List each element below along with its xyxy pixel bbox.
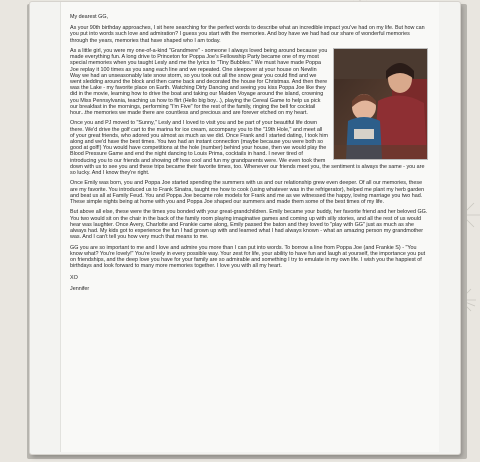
letter-body bbox=[70, 14, 428, 452]
letter-paragraph: GG you are so important to me and I love and admire you more than I can put into words. To borrow a line from Poppa Joe (and Frankie S) - "You know what? You're lovely!" You're lovely in every possible way. Your zest for life, your ability to have fun and laugh at yourself, the importance you put on friendships, and the deep love you have for your family are so admirable and something I try to emulate in my own life. I wish you the happiest of birthdays and look forward to many more memories together. I love you with all my heart. bbox=[70, 244, 426, 270]
letter-paragraph: Once you and PJ moved to "Sunny," Lesly and I loved to visit you and be part of your beautiful life down there. We'd drive the golf cart to the marina for ice cream, accompany you to the "19th Hole," and meet all of your great friends, who adored you almost as much as we did. Once Frank and I started dating, I took him along and we'd have the best times. You two had an instant connection (maybe because you were both so good at golf!) You would have competitions at the hole (number) behind your house, then we would play the Blood Pressure Game and end the night dancing to Louis Prima, cocktails in hand. I never tired of introducing you to our friends and showing off how cool and fun my grandparents were. We even took them down with us to see you and these trips became their favorite times, too. Whenever our friends meet you, the sentiment is always the same - you are so lucky. And I know they're right. bbox=[70, 120, 425, 177]
letter-signature: Jennifer bbox=[70, 285, 90, 292]
letter-paragraph: As your 90th birthday approaches, I sit here searching for the perfect words to describe what an incredible impact you've had on my life. But how can you put into words such love and admiration? I guess you start with the memories. And boy have we had had our share of wonderful memories through the years, memories that have shaped who I am today. bbox=[70, 25, 425, 44]
family-photo-icon bbox=[334, 49, 427, 159]
family-photo bbox=[333, 48, 428, 160]
letter-paragraph: As a little girl, you were my one-of-a-kind "Grandmere" - someone I always loved being around because you made everything fun. A long drive to Princeton for Poppa Joe's Fellowship Party became one of my most special memories when you taught Lesly and me the lyrics to "Tiny Bubbles." We must have made Poppa Joe replay it 100 times as you sang each line and we repeated. One sleepover at your house on Newlin Way we had an unseasonably late snow storm, so you took out all the snow gear you could find and we went sledding around the block and then came back and decorated the house for Christmas. And then there was the Lake - my favorite place on Earth. Watching Dirty Dancing and seeing you kiss Poppa Joe like they did in the movie, learning how to drive the boat and taking our Maiden Voyage around the island, crowning you Miss Pennsylvania, teaching us how to flirt (Hello big boy...), playing the Cereal Game to help us pick our breakfast in the mornings, performing "I'm Five" for the rest of the family, ringing the bell for cocktail hour...the memories we made there are countless and precious and are forever etched on my heart. bbox=[70, 48, 328, 117]
letter-paragraph: Once Emily was born, you and Poppa Joe started spending the summers with us and our relationship grew even deeper. Of all our memories, these are my favorite. You introduced us to Frank Sinatra, taught me how to cook (using whatever was in the refrigerator), helped me plant my herb garden and beat us all at Family Feud. You and Poppa Joe became role models for Frank and me as we witnessed the happy, loving marriage you two had. These simple nights being at home with you and Poppa Joe shaped our summers and made them some of the best times of my life. bbox=[70, 180, 425, 206]
letter-signoff: XO bbox=[70, 275, 78, 282]
letter-paragraph: But above all else, these were the times you bonded with your great-grandchildren. Emily became your buddy, her favorite friend and her beloved GG. You two would sit on the chair in the back of the family room playing imaginative games and coming up with silly stories, and all the rest of us would hear was laughter. Once Avery, Charlotte and Frankie came along, Emily passed the baton and they loved to "play with GG" just as much as she always had. My kids got to experience the fun I had grown up with and learned what I had always known - what an amazing person my grandmother was. And I can't tell you how very much that means to me. bbox=[70, 209, 428, 241]
letter-greeting: My dearest GG, bbox=[70, 14, 109, 20]
